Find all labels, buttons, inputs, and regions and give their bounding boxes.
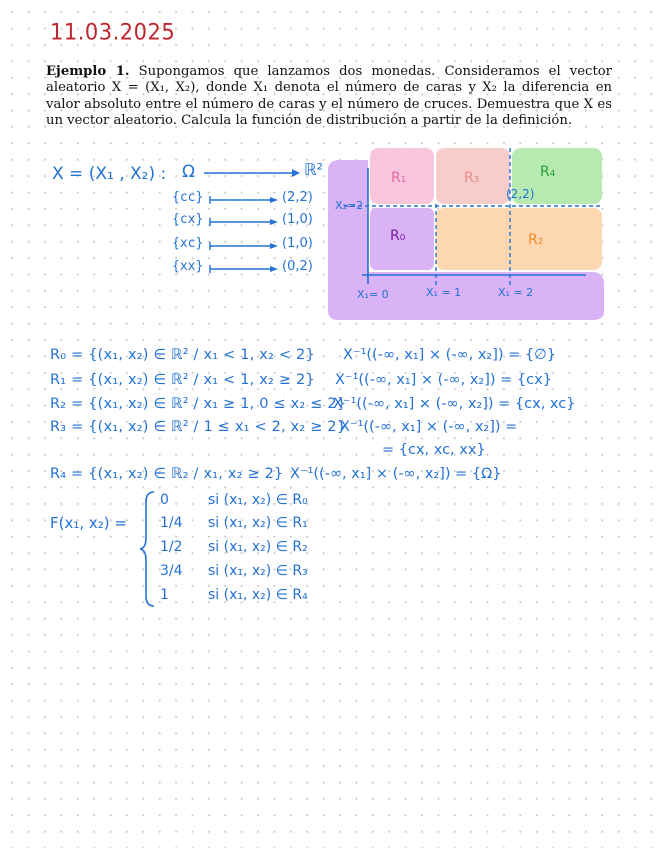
x1-axis-label-2: X₁ = 2 — [498, 286, 534, 299]
distribution-lhs: F(x₁, x₂) = — [50, 514, 127, 532]
note-date: 11.03.2025 — [50, 19, 176, 45]
distribution-condition: si (x₁, x₂) ∈ R₁ — [208, 515, 308, 531]
distribution-condition: si (x₁, x₂) ∈ R₂ — [208, 539, 308, 555]
preimage-r3: X⁻¹((-∞, x₁] × (-∞, x₂]) = — [340, 419, 518, 435]
problem-text: Supongamos que lanzamos dos monedas. Consideramos el vector aleatorio X = (X₁, X₂), donde X₁ denota el número de caras y X₂ la diferencia en valor absoluto entre el número de caras y el número de cruces. Demuestra que X es un vector aleatorio. Calcula la función de distribución a partir de la definición. — [46, 64, 612, 129]
distribution-row — [160, 515, 308, 531]
omega-symbol: Ω — [182, 162, 195, 182]
preimage-r3-continuation: = {cx, xc, xx} — [382, 442, 486, 458]
point-label: (2,2) — [506, 187, 535, 201]
distribution-row — [160, 563, 308, 579]
distribution-row — [160, 587, 308, 603]
distribution-condition: si (x₁, x₂) ∈ R₄ — [208, 587, 308, 603]
x1-axis-label-1: X₁ = 1 — [426, 286, 462, 299]
distribution-row — [160, 539, 308, 555]
mapping-to: (1,0) — [282, 236, 313, 251]
mapping-to: (1,0) — [282, 212, 313, 227]
mapping-row — [172, 236, 203, 251]
region-def-r0: R₀ = {(x₁, x₂) ∈ ℝ² / x₁ < 1, x₂ < 2} — [50, 347, 315, 363]
mapping-from: {xx} — [172, 259, 204, 274]
distribution-value: 0 — [160, 492, 169, 508]
mapping-to: (0,2) — [282, 259, 313, 274]
piecewise-brace — [138, 490, 158, 608]
distribution-value: 1/4 — [160, 515, 183, 531]
preimage-r0: X⁻¹((-∞, x₁] × (-∞, x₂]) = {∅} — [343, 347, 557, 363]
x1-axis-label-0: X₁= 0 — [357, 288, 389, 301]
mapping-row — [172, 259, 203, 274]
mapping-from: {xc} — [172, 236, 204, 251]
distribution-condition: si (x₁, x₂) ∈ R₃ — [208, 563, 308, 579]
preimage-r2: X⁻¹((-∞, x₁] × (-∞, x₂]) = {cx, xc} — [333, 396, 576, 412]
preimage-r1: X⁻¹((-∞, x₁] × (-∞, x₂]) = {cx} — [335, 372, 552, 388]
mapping-row — [172, 212, 203, 227]
problem-statement — [46, 64, 612, 130]
mapping-from: {cc} — [172, 190, 204, 205]
mapping-row — [172, 190, 203, 205]
mapping-to: (2,2) — [282, 190, 313, 205]
region-label-r4: R₄ — [540, 164, 556, 180]
region-label-r2: R₂ — [528, 232, 544, 248]
problem-heading: Ejemplo 1. — [46, 64, 130, 79]
distribution-value: 3/4 — [160, 563, 183, 579]
mapping-from: {cx} — [172, 212, 204, 227]
region-def-r1: R₁ = {(x₁, x₂) ∈ ℝ² / x₁ < 1, x₂ ≥ 2} — [50, 372, 315, 388]
distribution-value: 1/2 — [160, 539, 183, 555]
preimage-r4: X⁻¹((-∞, x₁] × (-∞, x₂]) = {Ω} — [290, 466, 502, 482]
distribution-row — [160, 492, 308, 508]
region-def-r3: R₃ = {(x₁, x₂) ∈ ℝ² / 1 ≤ x₁ < 2, x₂ ≥ 2} — [50, 419, 347, 435]
distribution-condition: si (x₁, x₂) ∈ R₀ — [208, 492, 308, 508]
region-label-r1: R₁ — [391, 170, 407, 186]
mapping-arrows — [208, 192, 282, 278]
distribution-value: 1 — [160, 587, 169, 603]
region-r2-orange — [436, 208, 602, 270]
x2-axis-label: X₂=2 — [335, 199, 364, 212]
region-def-r4: R₄ = {(x₁, x₂) ∈ ℝ₂ / x₁, x₂ ≥ 2} — [50, 466, 284, 482]
mapping-arrow-main — [202, 166, 302, 180]
mapping-head: X = (X₁ , X₂) : — [52, 164, 167, 184]
region-def-r2: R₂ = {(x₁, x₂) ∈ ℝ² / x₁ ≥ 1, 0 ≤ x₂ ≤ 2} — [50, 396, 347, 412]
region-label-r0: R₀ — [390, 228, 406, 244]
codomain-r2: ℝ² — [304, 160, 324, 179]
region-label-r3: R₃ — [464, 170, 480, 186]
